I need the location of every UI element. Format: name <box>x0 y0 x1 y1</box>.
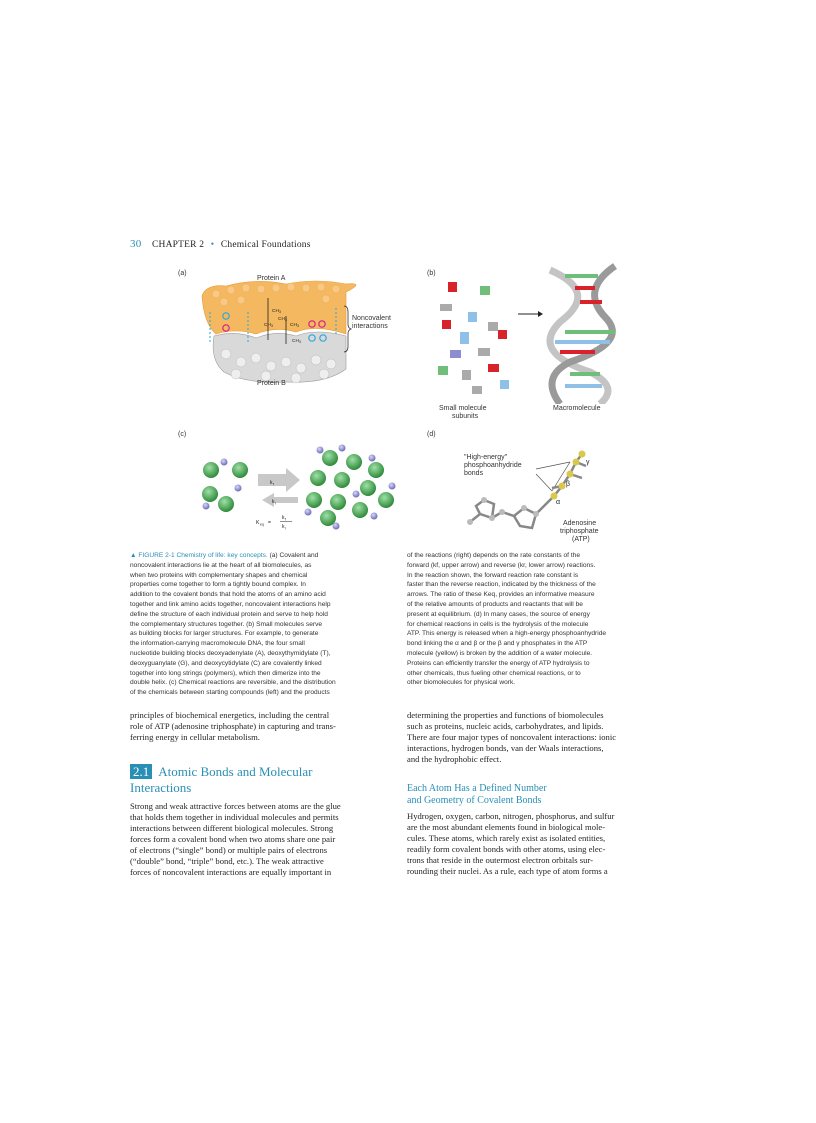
running-header <box>130 238 311 250</box>
protein-a-shape <box>202 281 356 334</box>
body-line: readily form covalent bonds with other atoms, using elec- <box>407 844 606 854</box>
keq-eq: = <box>268 520 271 526</box>
body-line: forces form a covalent bond when two atoms share one pair <box>130 834 336 844</box>
products <box>305 445 396 530</box>
caption-line: the complementary structures together. (b) Small molecules serve <box>130 620 323 628</box>
panel-d-label: (d) <box>427 431 436 438</box>
macromolecule-label: Macromolecule <box>553 405 601 412</box>
kf-label: k <box>270 480 273 486</box>
atp-label-3: (ATP) <box>572 536 590 543</box>
section-title-line-2: Interactions <box>130 780 192 795</box>
atp-label-1: Adenosine <box>563 520 597 527</box>
panel-a-illustration <box>196 274 406 394</box>
body-line: that holds them together in individual molecules and permits <box>130 812 339 822</box>
ch3-label-3: $CH_3$ <box>264 323 273 329</box>
caption-line: ▲ FIGURE 2-1 Chemistry of life: key concepts. (a) Covalent and <box>130 552 319 559</box>
protein-a-label: Protein A <box>257 275 286 282</box>
ch3-label-5: $CH_3$ <box>292 339 301 345</box>
caption-line: of the chemicals between starting compounds (left) and the products <box>130 689 330 697</box>
keq-den: k <box>282 524 285 530</box>
body-line: forces of noncovalent interactions are equally important in <box>130 867 332 877</box>
chapter-label: CHAPTER 2 <box>151 240 205 250</box>
caption-line: molecule (yellow) is broken by the addition of a water molecule. <box>407 649 593 657</box>
body-line: role of ATP (adenosine triphosphate) in capturing and trans- <box>130 721 336 731</box>
high-energy-label-3: bonds <box>464 470 484 477</box>
alpha-label: α <box>556 499 561 506</box>
caption-line: bond linking the α and β or the β and γ phosphates in the ATP <box>407 640 588 648</box>
ch3-label-2: $CH_3$ <box>278 317 287 323</box>
subsection-title-line-2: and Geometry of Covalent Bonds <box>407 795 542 806</box>
body-line: There are four major types of noncovalent interactions: ionic <box>407 732 617 742</box>
caption-line: other chemicals, thus fueling other chemical reactions, or to <box>407 669 581 677</box>
body-line: Hydrogen, oxygen, carbon, nitrogen, phosphorus, and sulfur <box>407 811 615 821</box>
body-line: interactions between different biological molecules. Strong <box>130 823 334 833</box>
body-line: such as proteins, nucleic acids, carbohydrates, and lipids. <box>407 721 604 731</box>
panel-c-illustration <box>196 442 406 532</box>
caption-line: deoxyguanylate (G), and deoxycytidylate (C) are covalently linked <box>130 659 322 667</box>
body-line: of electrons (“single” bond) or multiple pairs of electrons <box>130 845 328 855</box>
caption-line: together and link amino acids together, noncovalent interactions help <box>130 600 331 608</box>
caption-line: when two proteins with complementary shapes and chemical <box>130 571 308 579</box>
kf-sub: f <box>273 482 274 487</box>
caption-right <box>407 551 669 688</box>
body-right-intro <box>407 710 669 765</box>
panel-b-illustration <box>430 262 640 404</box>
body-line: and the hydrophobic effect. <box>407 754 502 764</box>
caption-line: forward (kf, upper arrow) and reverse (kr, lower arrow) reactions. <box>407 561 596 569</box>
ch3-label-4: $CH_3$ <box>290 323 299 329</box>
small-molecule-label-2: subunits <box>452 413 479 420</box>
subsection-title-line-1: Each Atom Has a Defined Number <box>407 783 547 794</box>
body-line: principles of biochemical energetics, including the central <box>130 710 330 720</box>
ch3-label-1: $CH_3$ <box>272 309 281 315</box>
caption-left <box>130 551 386 698</box>
header-bullet: • <box>210 240 215 250</box>
caption-line: other biomolecules for physical work. <box>407 679 516 687</box>
chapter-title: Chemical Foundations <box>220 240 311 250</box>
section-number: 2.1 <box>130 764 152 779</box>
caption-line: together into long strings (polymers), which then dimerize into the <box>130 669 321 677</box>
gamma-label: γ <box>586 459 590 466</box>
caption-line: nucleotide building blocks deoxyadenylate (A), deoxythymidylate (T), <box>130 649 331 657</box>
body-line: rounding their nuclei. As a rule, each type of atom forms a <box>407 866 608 876</box>
caption-line: noncovalent interactions lie at the heart of all biomolecules, as <box>130 561 312 569</box>
keq-label: K <box>256 520 260 526</box>
keq-num-sub: f <box>285 517 286 522</box>
section-heading <box>130 764 390 796</box>
caption-line: Proteins can efficiently transfer the energy of ATP hydrolysis to <box>407 659 590 667</box>
body-line: determining the properties and functions of biomolecules <box>407 710 604 720</box>
reactants <box>202 459 248 513</box>
noncovalent-label-1: Noncovalent <box>352 315 391 322</box>
dna-helix <box>550 266 615 404</box>
body-line: cules. These atoms, which rarely exist as isolated entities, <box>407 833 606 843</box>
panel-b-label: (b) <box>427 270 436 277</box>
panel-c-label: (c) <box>178 431 187 438</box>
caption-line: of the reactions (right) depends on the rate constants of the <box>407 552 581 559</box>
keq-sub: eq <box>260 522 264 527</box>
caption-line: as building blocks for larger structures. For example, to generate <box>130 630 319 638</box>
kr-label: k <box>272 499 275 505</box>
small-molecule-subunits <box>438 282 509 394</box>
small-molecule-label-1: Small molecule <box>439 405 487 412</box>
keq-num: k <box>282 515 285 521</box>
caption-line: arrows. The ratio of these Keq, provides an informative measure <box>407 591 595 599</box>
high-energy-label-2: phosphoanhydride <box>464 462 522 469</box>
protein-b-label: Protein B <box>257 380 286 387</box>
figure-caption-lead: ▲ FIGURE 2-1 Chemistry of life: key concepts. <box>130 552 268 559</box>
caption-line: the information-carrying macromolecule DNA, the four small <box>130 640 305 648</box>
body-line: trons that reside in the outermost electron orbitals sur- <box>407 855 593 865</box>
body-right-para <box>407 811 669 877</box>
section-title-line-1: Atomic Bonds and Molecular <box>158 764 313 779</box>
caption-line: double helix. (c) Chemical reactions are reversible, and the distribution <box>130 679 336 687</box>
body-line: ferring energy in cellular metabolism. <box>130 732 260 742</box>
caption-line: for chemical reactions in cells is the hydrolysis of the molecule <box>407 620 589 628</box>
body-left-para <box>130 801 390 878</box>
caption-line: of the relative amounts of products and reactants that will be <box>407 600 583 608</box>
keq-den-sub: r <box>285 526 287 531</box>
caption-line: present at equilibrium. (d) In many cases, the source of energy <box>407 610 590 618</box>
body-line: interactions, hydrogen bonds, van der Waals interactions, <box>407 743 604 753</box>
caption-line: faster than the reverse reaction, indicated by the thickness of the <box>407 581 596 589</box>
caption-line: ATP. This energy is released when a high-energy phosphoanhydride <box>407 630 607 638</box>
body-line: Strong and weak attractive forces between atoms are the glue <box>130 801 341 811</box>
subsection-heading <box>407 783 669 807</box>
caption-line: properties come together to form a tightly bound complex. In <box>130 581 306 589</box>
noncovalent-label-2: interactions <box>352 323 388 330</box>
body-line: (“double” bond, “triple” bond, etc.). The weak attractive <box>130 856 324 866</box>
kr-sub: r <box>275 501 277 506</box>
caption-line: define the structure of each individual protein and serve to help hold <box>130 610 328 618</box>
panel-a-label: (a) <box>178 270 187 277</box>
high-energy-label-1: "High-energy" <box>464 454 508 461</box>
body-line: are the most abundant elements found in biological mole- <box>407 822 606 832</box>
caption-line: addition to the covalent bonds that hold the atoms of an amino acid <box>130 591 326 599</box>
body-left-intro <box>130 710 390 743</box>
beta-label: β <box>566 481 571 488</box>
caption-line: In the reaction shown, the forward reaction rate constant is <box>407 571 579 579</box>
page-number: 30 <box>130 238 142 250</box>
atp-label-2: triphosphate <box>560 528 599 535</box>
